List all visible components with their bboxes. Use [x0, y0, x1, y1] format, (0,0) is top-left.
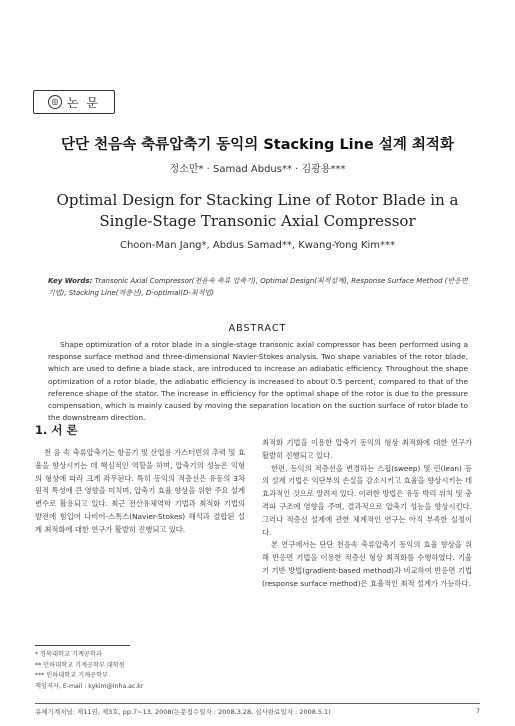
english-title	[0, 190, 515, 232]
footer-divider	[35, 703, 480, 704]
footnote-divider	[35, 645, 130, 646]
korean-authors: 정소만* · Samad Abdus** · 김광용***	[169, 164, 346, 175]
intro-paragraph-right-2: 한편, 동익의 적층선을 변경하는 스윕(sweep) 및 린(lean) 등 의 설계 기법은 익단부의 손실을 감소시키고 효율을 향상시키는 데 효과적인 것으로 알려져 있다. 이러한 방법은 유동 박리 위치 및 충격파 구조에 영향을 주며, 결과적으로 압축기 성능을 향상시킨다. 그러나 적층선 설계에 관한 체계적인 연구는 아직 부족한 실정이다.	[262, 463, 472, 537]
footnote: ** 인하대학교 기계공학부 대학원	[35, 661, 125, 669]
footnote: 책임저자, E-mail : kykim@inha.ac.kr	[35, 682, 144, 690]
abstract-body: Shape optimization of a rotor blade in a single-stage transonic axial compressor has been performed using a response surface method and three-dimensional Navier-Stokes analysis. Two shape variables of the rotor blade, which are used to define a blade stack, are introduced to increase an adiabatic efficiency. Throughout the shape optimization of a rotor blade, the adiabatic efficiency is increased to about 0.5 percent, compared to that of the reference shape of the stator. The increase in efficiency for the optimal shape of the rotor is due to the pressure compensation, which is mainly caused by moving the separation location on the suction surface of rotor blade to the downstream direction.	[48, 340, 468, 423]
section-label: 논 문	[67, 95, 100, 110]
footnotes	[35, 650, 250, 692]
intro-paragraph-left: 천 음 속 축류압축기는 항공기 및 산업용 가스터빈의 추력 및 효율을 향상시키는 데 핵심적인 역할을 하며, 압축기의 성능은 익형의 형상에 따라 크게 좌우된다. 특히 동익의 적층선은 유동의 3차원적 특성에 큰 영향을 미치며, 압축기 효율 향상을 위한 주요 설계 변수로 활용되고 있다. 최근 전산유체역학 기법과 최적화 기법의 발전에 힘입어 나비어-스톡스(Navier-Stokes) 해석과 결합된 설계 최적화에 대한 연구가 활발히 진행되고 있다.	[35, 448, 245, 534]
section-mark-icon: ◎	[48, 95, 62, 109]
intro-heading: 1. 서 론	[35, 423, 78, 437]
english-title-line1: Optimal Design for Stacking Line of Rotor Blade in a	[56, 191, 459, 209]
footnote: *** 인하대학교 기계공학부	[35, 672, 108, 679]
abstract-heading: ABSTRACT	[228, 323, 287, 334]
keywords	[48, 275, 468, 299]
section-label-box	[33, 90, 115, 114]
english-title-line2: Single-Stage Transonic Axial Compressor	[99, 212, 416, 230]
keywords-label: Key Words:	[48, 277, 93, 285]
korean-title: 단단 천음속 축류압축기 동익의 Stacking Line 설계 최적화	[61, 137, 454, 153]
footnote: * 경북대학교 기계공학과	[35, 651, 102, 658]
left-column	[35, 423, 245, 537]
page-number: 7	[475, 707, 480, 715]
journal-footer: 유체기계저널: 제11권, 제3호, pp.7~13, 2008(논문접수일자 : 2008.3.28, 심사완료일자 : 2008.5.1)	[35, 708, 331, 716]
intro-paragraph-right-1: 최적화 기법을 이용한 압축기 동익의 형상 최적화에 대한 연구가 활발히 진행되고 있다.	[262, 438, 472, 460]
intro-paragraph-right-3: 본 연구에서는 단단 천음속 축류압축기 동익의 효율 향상을 위해 반응면 기법을 이용한 적층선 형상 최적화를 수행하였다. 기울기 기반 방법(gradient-based method)과 비교하여 반응면 기법(response surface method)은 효율적인 최적 설계가 가능하다.	[262, 540, 472, 588]
keywords-text: Transonic Axial Compressor(천음속 축류 압축기), Optimal Design(최적설계), Response Surface Method (반응면 기법), Stacking Line(적층선), D-optimal(D-최적법)	[48, 277, 468, 297]
english-authors: Choon-Man Jang*, Abdus Samad**, Kwang-Yong Kim***	[119, 240, 396, 251]
right-column	[262, 437, 472, 591]
